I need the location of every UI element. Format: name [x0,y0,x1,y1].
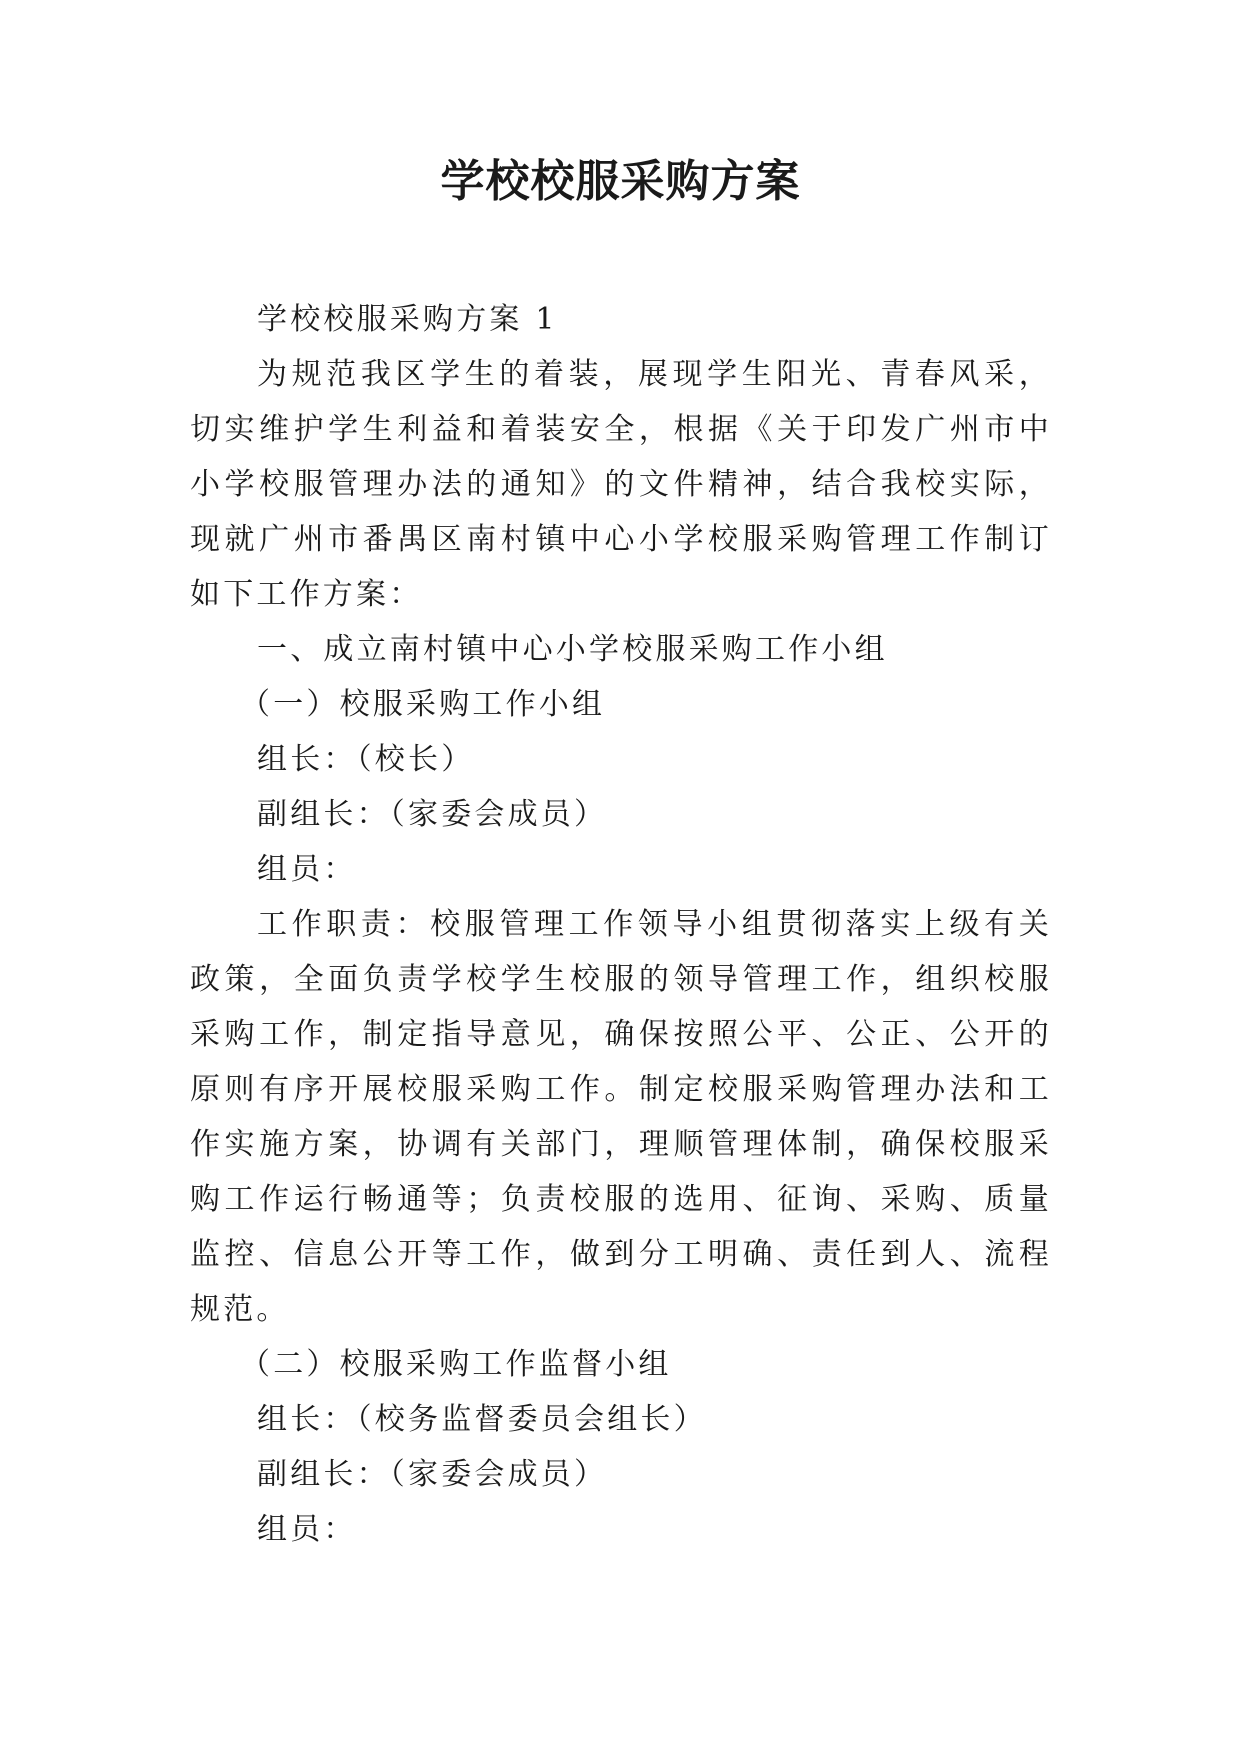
subsection-heading: （一）校服采购工作小组 [240,687,606,722]
group-members-line: 组员： [257,1512,357,1547]
group-leader-line: 组长：（校长） [257,742,475,777]
duties-paragraph: 工作职责：校服管理工作领导小组贯彻落实上级有关政策，全面负责学校学生校服的领导管理工作，组织校服采购工作，制定指导意见，确保按照公平、公正、公开的原则有序开展校服采购工作。制定校服采购管理办法和工作实施方案，协调有关部门，理顺管理体制，确保校服采购工作运行畅通等；负责校服的选用、征询、采购、质量监控、信息公开等工作，做到分工明确、责任到人、流程规范。 [190,907,1052,1327]
subsection-heading: （二）校服采购工作监督小组 [240,1347,672,1382]
document-body [190,292,1052,1557]
group-deputy-line: 副组长：（家委会成员） [257,1457,608,1492]
section-heading: 学校校服采购方案 1 [257,302,558,337]
document-title: 学校校服采购方案 [440,156,801,207]
group-leader-line: 组长：（校务监督委员会组长） [257,1402,707,1437]
group-members-line: 组员： [257,852,357,887]
intro-paragraph: 为规范我区学生的着装，展现学生阳光、青春风采，切实维护学生利益和着装安全，根据《关于印发广州市中小学校服管理办法的通知》的文件精神，结合我校实际，现就广州市番禺区南村镇中心小学校服采购管理工作制订如下工作方案： [190,357,1052,612]
section-heading: 一、成立南村镇中心小学校服采购工作小组 [257,632,888,667]
group-deputy-line: 副组长：（家委会成员） [257,797,608,832]
